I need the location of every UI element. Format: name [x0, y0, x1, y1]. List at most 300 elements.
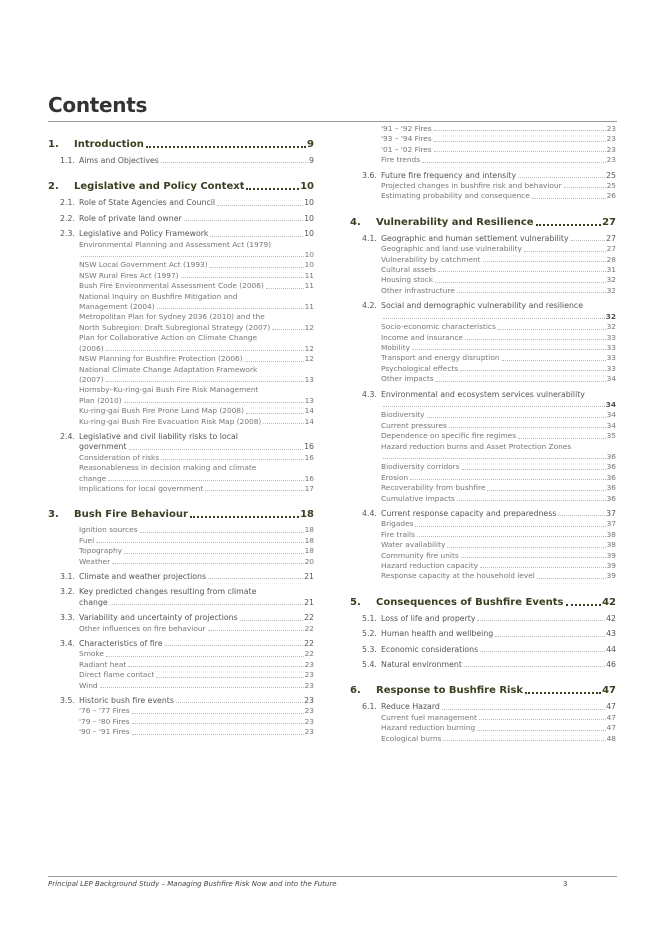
toc-entry-title: Ignition sources	[79, 525, 138, 535]
toc-entry-title: '90 – '91 Fires	[79, 727, 130, 737]
toc-entry[interactable]	[350, 124, 616, 134]
toc-entry[interactable]	[48, 587, 314, 597]
toc-entry-number: 3.2.	[60, 587, 75, 597]
dot-leader	[436, 381, 606, 382]
toc-entry[interactable]	[350, 660, 616, 670]
toc-entry-title: Hazard reduction burns and Asset Protection Zones	[381, 441, 572, 451]
toc-entry[interactable]	[48, 670, 314, 680]
dot-leader	[132, 713, 304, 714]
dot-leader	[272, 329, 303, 330]
toc-entry-title: Social and demographic vulnerability and resilience	[381, 301, 584, 311]
dot-leader	[412, 349, 606, 350]
toc-entry-page: 11	[304, 281, 314, 291]
toc-entry-title: National Inquiry on Bushfire Mitigation and	[79, 291, 238, 301]
toc-entry[interactable]	[48, 385, 314, 395]
dot-leader	[480, 651, 605, 652]
dot-leader	[422, 162, 606, 163]
toc-entry-title-cont: (2007)	[79, 374, 104, 384]
toc-entry-title: Legislative and civil liability risks to local	[79, 431, 238, 441]
toc-entry-title: Estimating probability and consequence	[381, 191, 530, 201]
toc-entry-page: 23	[304, 716, 314, 726]
toc-entry[interactable]	[350, 571, 616, 581]
toc-entry-title: Introduction	[74, 139, 144, 150]
dot-leader	[537, 578, 606, 579]
toc-entry[interactable]	[350, 561, 616, 571]
dot-leader	[524, 251, 606, 252]
toc-entry-continuation[interactable]	[48, 375, 314, 385]
toc-entry-title: Fuel	[79, 535, 95, 545]
toc-entry[interactable]	[350, 390, 616, 400]
toc-entry-number: 3.3.	[60, 613, 75, 623]
toc-entry[interactable]	[350, 171, 616, 181]
toc-entry-title: Other impacts	[381, 374, 434, 384]
toc-entry-page: 34	[605, 399, 616, 409]
dot-leader	[132, 723, 304, 724]
toc-entry[interactable]	[350, 244, 616, 254]
toc-entry[interactable]	[350, 410, 616, 420]
toc-entry-title: Environmental and ecosystem services vulnerability	[381, 389, 585, 399]
toc-entry-title: Climate and weather projections	[79, 572, 207, 581]
toc-entry-title: Economic considerations	[381, 644, 479, 654]
toc-entry-continuation[interactable]	[48, 396, 314, 406]
toc-entry-title: Mobility	[381, 342, 411, 352]
toc-entry-page: 44	[606, 644, 616, 654]
toc-entry-page: 22	[304, 613, 314, 623]
dot-leader	[449, 427, 606, 428]
toc-entry[interactable]	[48, 156, 314, 166]
toc-entry-title: NSW Rural Fires Act (1997)	[79, 270, 179, 280]
dot-leader	[438, 271, 606, 272]
toc-entry[interactable]	[350, 702, 616, 712]
dot-leader	[518, 438, 606, 439]
toc-entry-page: 23	[304, 659, 314, 669]
toc-entry-page: 36	[606, 462, 616, 472]
dot-leader	[129, 449, 304, 450]
toc-entry-title: Geographic and land use vulnerability	[381, 244, 522, 254]
toc-entry-page: 47	[602, 685, 616, 697]
toc-entry[interactable]	[48, 271, 314, 281]
dot-leader	[266, 288, 304, 289]
toc-section[interactable]	[350, 216, 616, 229]
toc-entry-page: 27	[606, 233, 616, 243]
toc-entry-page: 28	[606, 254, 616, 264]
toc-entry-page: 32	[606, 275, 616, 285]
toc-entry[interactable]	[350, 364, 616, 374]
toc-entry-number: 5.	[350, 596, 361, 608]
toc-entry-title: Community fire units	[381, 550, 459, 560]
toc-section[interactable]	[48, 138, 314, 151]
dot-leader	[495, 636, 605, 637]
dot-leader	[415, 526, 605, 527]
dot-leader	[498, 329, 606, 330]
toc-entry-page: 10	[304, 250, 314, 260]
toc-entry-page: 25	[606, 170, 616, 180]
dot-leader	[205, 490, 303, 491]
toc-entry[interactable]	[48, 214, 314, 224]
toc-entry-title: Aims and Objectives	[79, 156, 159, 165]
toc-entry-page: 16	[304, 452, 314, 462]
toc-entry-page: 10	[304, 213, 314, 223]
toc-section[interactable]	[350, 596, 616, 609]
toc-entry-page: 9	[309, 156, 314, 165]
toc-entry[interactable]	[48, 198, 314, 208]
toc-entry-page: 11	[304, 270, 314, 280]
toc-entry-page: 39	[606, 550, 616, 560]
toc-entry[interactable]	[48, 260, 314, 270]
toc-entry[interactable]	[350, 181, 616, 191]
toc-entry-page: 13	[304, 395, 314, 405]
toc-entry[interactable]	[350, 614, 616, 624]
dot-leader	[263, 423, 303, 424]
toc-entry[interactable]	[48, 649, 314, 659]
toc-entry[interactable]	[48, 727, 314, 737]
dot-leader	[487, 490, 605, 491]
dot-leader	[210, 267, 304, 268]
toc-entry[interactable]	[350, 483, 616, 493]
toc-entry-title: '76 – '77 Fires	[79, 706, 130, 716]
toc-entry[interactable]	[48, 292, 314, 302]
toc-entry[interactable]	[350, 540, 616, 550]
toc-section[interactable]	[48, 180, 314, 193]
toc-entry-number: 4.4.	[362, 509, 377, 518]
toc-entry-page: 27	[606, 244, 616, 254]
toc-entry-number: 5.2.	[362, 629, 377, 639]
dot-leader	[410, 479, 605, 480]
toc-entry-title: '01 – '02 Fires	[381, 144, 432, 154]
toc-entry[interactable]	[48, 681, 314, 691]
toc-entry-title: Role of State Agencies and Council	[79, 198, 216, 208]
toc-entry[interactable]	[48, 229, 314, 239]
toc-entry[interactable]	[48, 624, 314, 634]
toc-entry[interactable]	[350, 519, 616, 529]
dot-leader	[106, 656, 304, 657]
dot-leader	[558, 515, 605, 516]
toc-entry-title: Water availability	[381, 540, 446, 550]
dot-leader	[165, 645, 304, 646]
toc-entry[interactable]	[48, 463, 314, 473]
toc-entry-continuation[interactable]	[48, 598, 314, 608]
toc-entry-page: 39	[606, 571, 616, 581]
dot-leader	[208, 578, 303, 579]
toc-entry-page: 21	[304, 597, 314, 607]
toc-entry-title: Fire trends	[381, 155, 421, 165]
toc-entry[interactable]	[48, 453, 314, 463]
toc-section[interactable]	[350, 684, 616, 697]
toc-entry[interactable]	[350, 333, 616, 343]
dot-leader	[96, 542, 303, 543]
toc-entry-page: 23	[606, 144, 616, 154]
dot-leader	[383, 318, 605, 319]
toc-entry-title: Hazard reduction capacity	[381, 561, 479, 571]
toc-entry-page: 47	[606, 702, 616, 712]
toc-entry[interactable]	[48, 613, 314, 623]
toc-entry[interactable]	[350, 145, 616, 155]
dot-leader	[477, 730, 605, 731]
toc-entry-title: Ecological burns	[381, 733, 442, 743]
toc-entry-page: 22	[304, 623, 314, 633]
toc-entry-page: 23	[606, 124, 616, 133]
dot-leader	[564, 187, 606, 188]
toc-entry-page: 32	[605, 311, 616, 321]
toc-entry-number: 4.1.	[362, 233, 377, 243]
toc-entry-title: Variability and uncertainty of projections	[79, 613, 238, 623]
toc-entry[interactable]	[48, 354, 314, 364]
toc-entry[interactable]	[350, 191, 616, 201]
toc-entry-page: 23	[304, 696, 314, 706]
toc-entry[interactable]	[350, 134, 616, 144]
toc-entry-title: Weather	[79, 556, 111, 566]
dot-leader	[457, 292, 606, 293]
dot-leader	[532, 198, 606, 199]
toc-entry-page: 10	[304, 260, 314, 270]
toc-entry-title: Geographic and human settlement vulnerability	[381, 233, 569, 243]
toc-entry-number: 4.	[350, 216, 361, 228]
dot-leader	[124, 402, 304, 403]
toc-entry[interactable]	[350, 645, 616, 655]
toc-entry-page: 22	[304, 639, 314, 649]
dot-leader	[383, 458, 606, 459]
toc-entry-page: 43	[606, 629, 616, 639]
toc-entry-title: Characteristics of fire	[79, 639, 163, 649]
toc-entry-page: 25	[606, 181, 616, 191]
toc-entry-number: 6.1.	[362, 702, 377, 712]
dot-leader	[190, 516, 299, 518]
toc-left-column	[48, 124, 314, 738]
toc-entry[interactable]	[48, 333, 314, 343]
dot-leader	[434, 130, 606, 131]
footer-text: Principal LEP Background Study – Managing Bushfire Risk Now and into the Future	[48, 880, 337, 888]
toc-entry-page: 31	[606, 265, 616, 275]
toc-entry-title: Projected changes in bushfire risk and behaviour	[381, 181, 562, 191]
dot-leader	[246, 413, 304, 414]
toc-entry-title: Key predicted changes resulting from climate	[79, 587, 257, 597]
page-number: 3	[563, 880, 568, 888]
toc-entry-title: Radiant heat	[79, 659, 127, 669]
toc-entry-title: Reduce Hazard	[381, 702, 440, 712]
toc-entry-page: 18	[304, 546, 314, 556]
dot-leader	[100, 687, 304, 688]
toc-entry-number: 3.	[48, 509, 59, 521]
toc-entry-page: 33	[606, 332, 616, 342]
toc-entry-page: 22	[304, 649, 314, 659]
toc-entry-title: Housing stock	[381, 275, 434, 285]
toc-entry-number: 5.4.	[362, 660, 377, 670]
toc-entry[interactable]	[350, 629, 616, 639]
toc-entry-title: Reasonableness in decision making and climate	[79, 463, 257, 473]
toc-entry-page: 34	[606, 420, 616, 430]
dot-leader	[447, 547, 605, 548]
dot-leader	[208, 630, 304, 631]
toc-entry-title: Vulnerability and Resilience	[376, 216, 534, 228]
dot-leader	[483, 261, 606, 262]
toc-entry-title: Smoke	[79, 649, 104, 659]
toc-entry[interactable]	[350, 462, 616, 472]
dot-leader	[536, 224, 602, 226]
dot-leader	[161, 162, 308, 163]
toc-entry-page: 47	[606, 712, 616, 722]
toc-entry-continuation[interactable]	[48, 442, 314, 452]
toc-right-column	[350, 124, 616, 744]
toc-entry[interactable]	[350, 374, 616, 384]
toc-entry-page: 11	[304, 302, 314, 312]
toc-entry-number: 2.2.	[60, 213, 75, 223]
toc-entry-page: 23	[304, 727, 314, 737]
toc-entry-title: '79 – '80 Fires	[79, 716, 130, 726]
toc-entry-page: 48	[606, 733, 616, 743]
toc-entry-number: 3.4.	[60, 639, 75, 649]
toc-entry-page: 33	[606, 342, 616, 352]
dot-leader	[434, 141, 606, 142]
toc-entry-continuation[interactable]	[350, 400, 616, 410]
toc-entry-page: 34	[606, 374, 616, 384]
toc-entry[interactable]	[350, 734, 616, 744]
toc-entry[interactable]	[350, 551, 616, 561]
toc-entry[interactable]	[350, 723, 616, 733]
toc-entry[interactable]	[350, 421, 616, 431]
dot-leader	[106, 381, 304, 382]
toc-entry-page: 33	[606, 353, 616, 363]
toc-entry-title-cont: change	[79, 597, 108, 607]
toc-entry-page: 23	[304, 670, 314, 680]
toc-entry-number: 2.4.	[60, 431, 75, 441]
dot-leader	[112, 563, 303, 564]
toc-entry[interactable]	[350, 353, 616, 363]
toc-entry[interactable]	[48, 660, 314, 670]
title-divider	[48, 121, 617, 122]
toc-entry[interactable]	[48, 312, 314, 322]
toc-entry[interactable]	[350, 431, 616, 441]
toc-entry-page: 18	[304, 535, 314, 545]
toc-entry[interactable]	[350, 473, 616, 483]
dot-leader	[181, 277, 304, 278]
toc-entry-title: Biodiversity	[381, 410, 425, 420]
dot-leader	[462, 469, 606, 470]
toc-entry[interactable]	[350, 275, 616, 285]
toc-entry-title: '91 – '92 Fires	[381, 124, 432, 133]
page-title: Contents	[48, 93, 148, 117]
toc-entry-page: 32	[606, 285, 616, 295]
toc-entry-title: National Climate Change Adaptation Framework	[79, 364, 258, 374]
dot-leader	[81, 256, 304, 257]
toc-entry[interactable]	[48, 525, 314, 535]
toc-entry-number: 1.1.	[60, 156, 75, 165]
toc-section[interactable]	[48, 508, 314, 521]
toc-entry-title: Human health and wellbeing	[381, 629, 494, 639]
toc-entry-title: Current pressures	[381, 420, 447, 430]
toc-entry[interactable]	[48, 557, 314, 567]
toc-entry[interactable]	[350, 234, 616, 244]
toc-entry[interactable]	[350, 322, 616, 332]
toc-entry-title: Current response capacity and preparedness	[381, 509, 557, 518]
toc-entry-title-cont: North Subregion: Draft Subregional Strategy (2007)	[79, 322, 271, 332]
toc-entry-title: Consequences of Bushfire Events	[376, 596, 564, 608]
toc-entry-title: Implications for local government	[79, 483, 204, 493]
toc-entry[interactable]	[350, 442, 616, 452]
toc-entry[interactable]	[48, 572, 314, 582]
toc-entry[interactable]	[48, 706, 314, 716]
dot-leader	[566, 604, 602, 606]
toc-entry[interactable]	[48, 365, 314, 375]
toc-entry[interactable]	[350, 713, 616, 723]
toc-entry-continuation[interactable]	[48, 474, 314, 484]
toc-entry[interactable]	[350, 255, 616, 265]
toc-entry[interactable]	[48, 546, 314, 556]
toc-entry-continuation[interactable]	[350, 452, 616, 462]
toc-entry-page: 18	[304, 525, 314, 535]
toc-entry-title: Erosion	[381, 472, 409, 482]
dot-leader	[132, 734, 304, 735]
toc-entry-title: Metropolitan Plan for Sydney 2036 (2010) and the	[79, 312, 265, 322]
toc-entry-title: Psychological effects	[381, 363, 459, 373]
toc-entry-page: 36	[606, 483, 616, 493]
toc-entry[interactable]	[350, 343, 616, 353]
toc-entry[interactable]	[350, 286, 616, 296]
dot-leader	[434, 151, 606, 152]
toc-entry-title: Plan for Collaborative Action on Climate Change	[79, 333, 258, 343]
toc-entry[interactable]	[48, 417, 314, 427]
toc-entry-continuation[interactable]	[48, 344, 314, 354]
toc-entry-page: 18	[300, 509, 314, 521]
toc-entry-continuation[interactable]	[350, 312, 616, 322]
dot-leader	[427, 417, 606, 418]
toc-entry-page: 14	[304, 416, 314, 426]
toc-entry[interactable]	[48, 717, 314, 727]
toc-entry-title-cont: change	[79, 473, 107, 483]
toc-entry-page: 20	[304, 556, 314, 566]
toc-entry[interactable]	[350, 265, 616, 275]
toc-entry-page: 34	[606, 410, 616, 420]
toc-entry-page: 42	[602, 596, 616, 608]
toc-entry-number: 6.	[350, 685, 361, 697]
dot-leader	[571, 240, 606, 241]
toc-entry[interactable]	[48, 696, 314, 706]
toc-entry[interactable]	[48, 484, 314, 494]
toc-entry[interactable]	[48, 639, 314, 649]
toc-entry-page: 23	[606, 134, 616, 144]
toc-entry[interactable]	[350, 530, 616, 540]
toc-entry[interactable]	[48, 406, 314, 416]
toc-entry-title: Response to Bushfire Risk	[376, 685, 524, 697]
dot-leader	[161, 459, 303, 460]
dot-leader	[465, 339, 606, 340]
toc-entry-number: 2.1.	[60, 198, 75, 208]
dot-leader	[443, 740, 605, 741]
toc-entry-title: Hornsby–Ku-ring-gai Bush Fire Risk Management	[79, 385, 259, 395]
toc-entry-page: 36	[606, 451, 616, 461]
toc-entry-title: Legislative and Policy Framework	[79, 229, 209, 239]
toc-entry-page: 12	[304, 322, 314, 332]
toc-entry-page: 27	[602, 216, 616, 228]
toc-entry[interactable]	[350, 494, 616, 504]
toc-entry[interactable]	[350, 301, 616, 311]
toc-entry[interactable]	[48, 240, 314, 250]
toc-entry-page: 12	[304, 343, 314, 353]
toc-entry-title: Hazard reduction burning	[381, 723, 476, 733]
toc-entry-title: Legislative and Policy Context	[74, 181, 245, 193]
toc-entry[interactable]	[48, 432, 314, 442]
toc-entry-continuation[interactable]	[48, 250, 314, 260]
toc-entry[interactable]	[48, 536, 314, 546]
toc-entry-number: 1.	[48, 139, 59, 150]
toc-entry-continuation[interactable]	[48, 323, 314, 333]
toc-entry-page: 47	[606, 723, 616, 733]
toc-entry[interactable]	[350, 509, 616, 519]
dot-leader	[217, 205, 303, 206]
toc-entry-continuation[interactable]	[48, 302, 314, 312]
toc-entry[interactable]	[48, 281, 314, 291]
dot-leader	[502, 360, 606, 361]
toc-entry[interactable]	[350, 155, 616, 165]
